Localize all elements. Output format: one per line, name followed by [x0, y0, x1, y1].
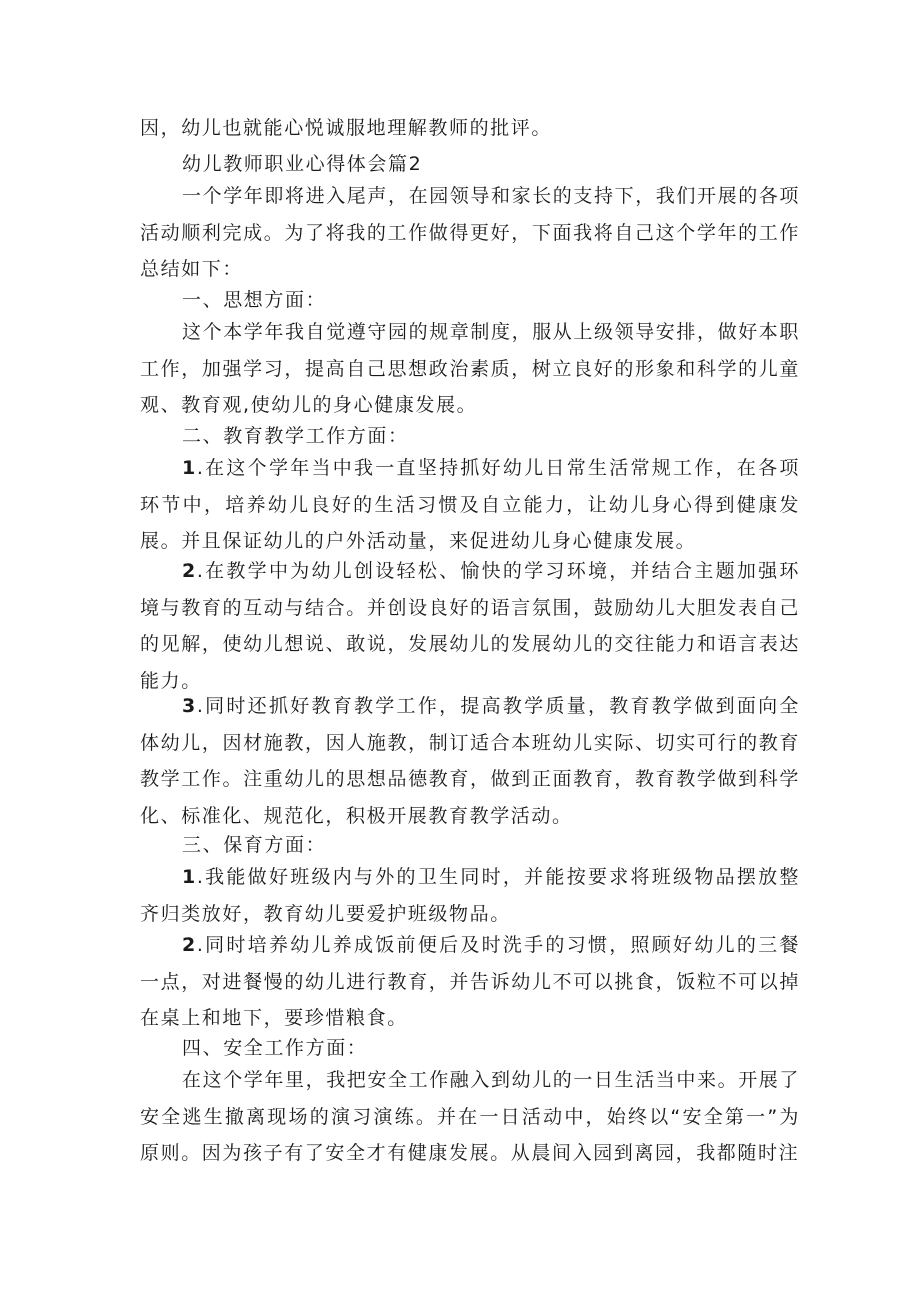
item-text: .同时还抓好教育教学工作，提高教学质量，教育教学做到面向全体幼儿，因材施教，因人施教，制订适合本班幼儿实际、切实可行的教育教学工作。注重幼儿的思想品德教育，做到正面教育，教育教学做到科学化、标准化、规范化，积极开展教育教学活动。	[140, 695, 800, 827]
item-number: 3	[182, 695, 197, 717]
heading-teaching: 二、教育教学工作方面：	[182, 425, 409, 447]
section-title: 幼儿教师职业心得体会篇2	[182, 153, 423, 175]
paragraph-teaching-2	[140, 553, 800, 699]
item-number: 2	[182, 560, 197, 582]
paragraph-thought: 这个本学年我自觉遵守园的规章制度，服从上级领导安排，做好本职工作，加强学习，提高自己思想政治素质，树立良好的形象和科学的儿童观、教育观,使幼儿的身心健康发展。	[140, 321, 801, 416]
paragraph-safety: 在这个学年里，我把安全工作融入到幼儿的一日生活当中来。开展了安全逃生撤离现场的演习演练。并在一日活动中，始终以“安全第一”为原则。因为孩子有了安全才有健康发展。从晨间入园到离园，我都随时注	[140, 1069, 801, 1164]
item-text: .在教学中为幼儿创设轻松、愉快的学习环境，并结合主题加强环境与教育的互动与结合。并创设良好的语言氛围，鼓励幼儿大胆发表自己的见解，使幼儿想说、敢说，发展幼儿的发展幼儿的交往能力和语言表达能力。	[140, 560, 800, 692]
item-text: .同时培养幼儿养成饭前便后及时洗手的习惯，照顾好幼儿的三餐一点，对进餐慢的幼儿进行教育，并告诉幼儿不可以挑食，饭粒不可以掉在桌上和地下，要珍惜粮食。	[140, 934, 800, 1029]
paragraph-teaching-1	[140, 450, 800, 560]
paragraph-teaching-3	[140, 688, 800, 834]
paragraph-intro: 一个学年即将进入尾声，在园领导和家长的支持下，我们开展的各项活动顺利完成。为了将我的工作做得更好，下面我将自己这个学年的工作总结如下：	[140, 185, 801, 280]
item-number: 2	[182, 934, 197, 956]
heading-care: 三、保育方面：	[182, 834, 327, 856]
heading-safety: 四、安全工作方面：	[182, 1037, 368, 1059]
item-number: 1	[182, 866, 197, 888]
paragraph-care-2	[140, 927, 800, 1037]
item-text: .我能做好班级内与外的卫生同时，并能按要求将班级物品摆放整齐归类放好，教育幼儿要爱护班级物品。	[140, 866, 800, 925]
paragraph-continuation: 因，幼儿也就能心悦诚服地理解教师的批评。	[140, 117, 553, 139]
item-number: 1	[182, 457, 197, 479]
item-text: .在这个学年当中我一直坚持抓好幼儿日常生活常规工作，在各项环节中，培养幼儿良好的生活习惯及自立能力，让幼儿身心得到健康发展。并且保证幼儿的户外活动量，来促进幼儿身心健康发展。	[140, 457, 800, 552]
paragraph-care-1	[140, 859, 800, 932]
heading-thought: 一、思想方面：	[182, 289, 327, 311]
